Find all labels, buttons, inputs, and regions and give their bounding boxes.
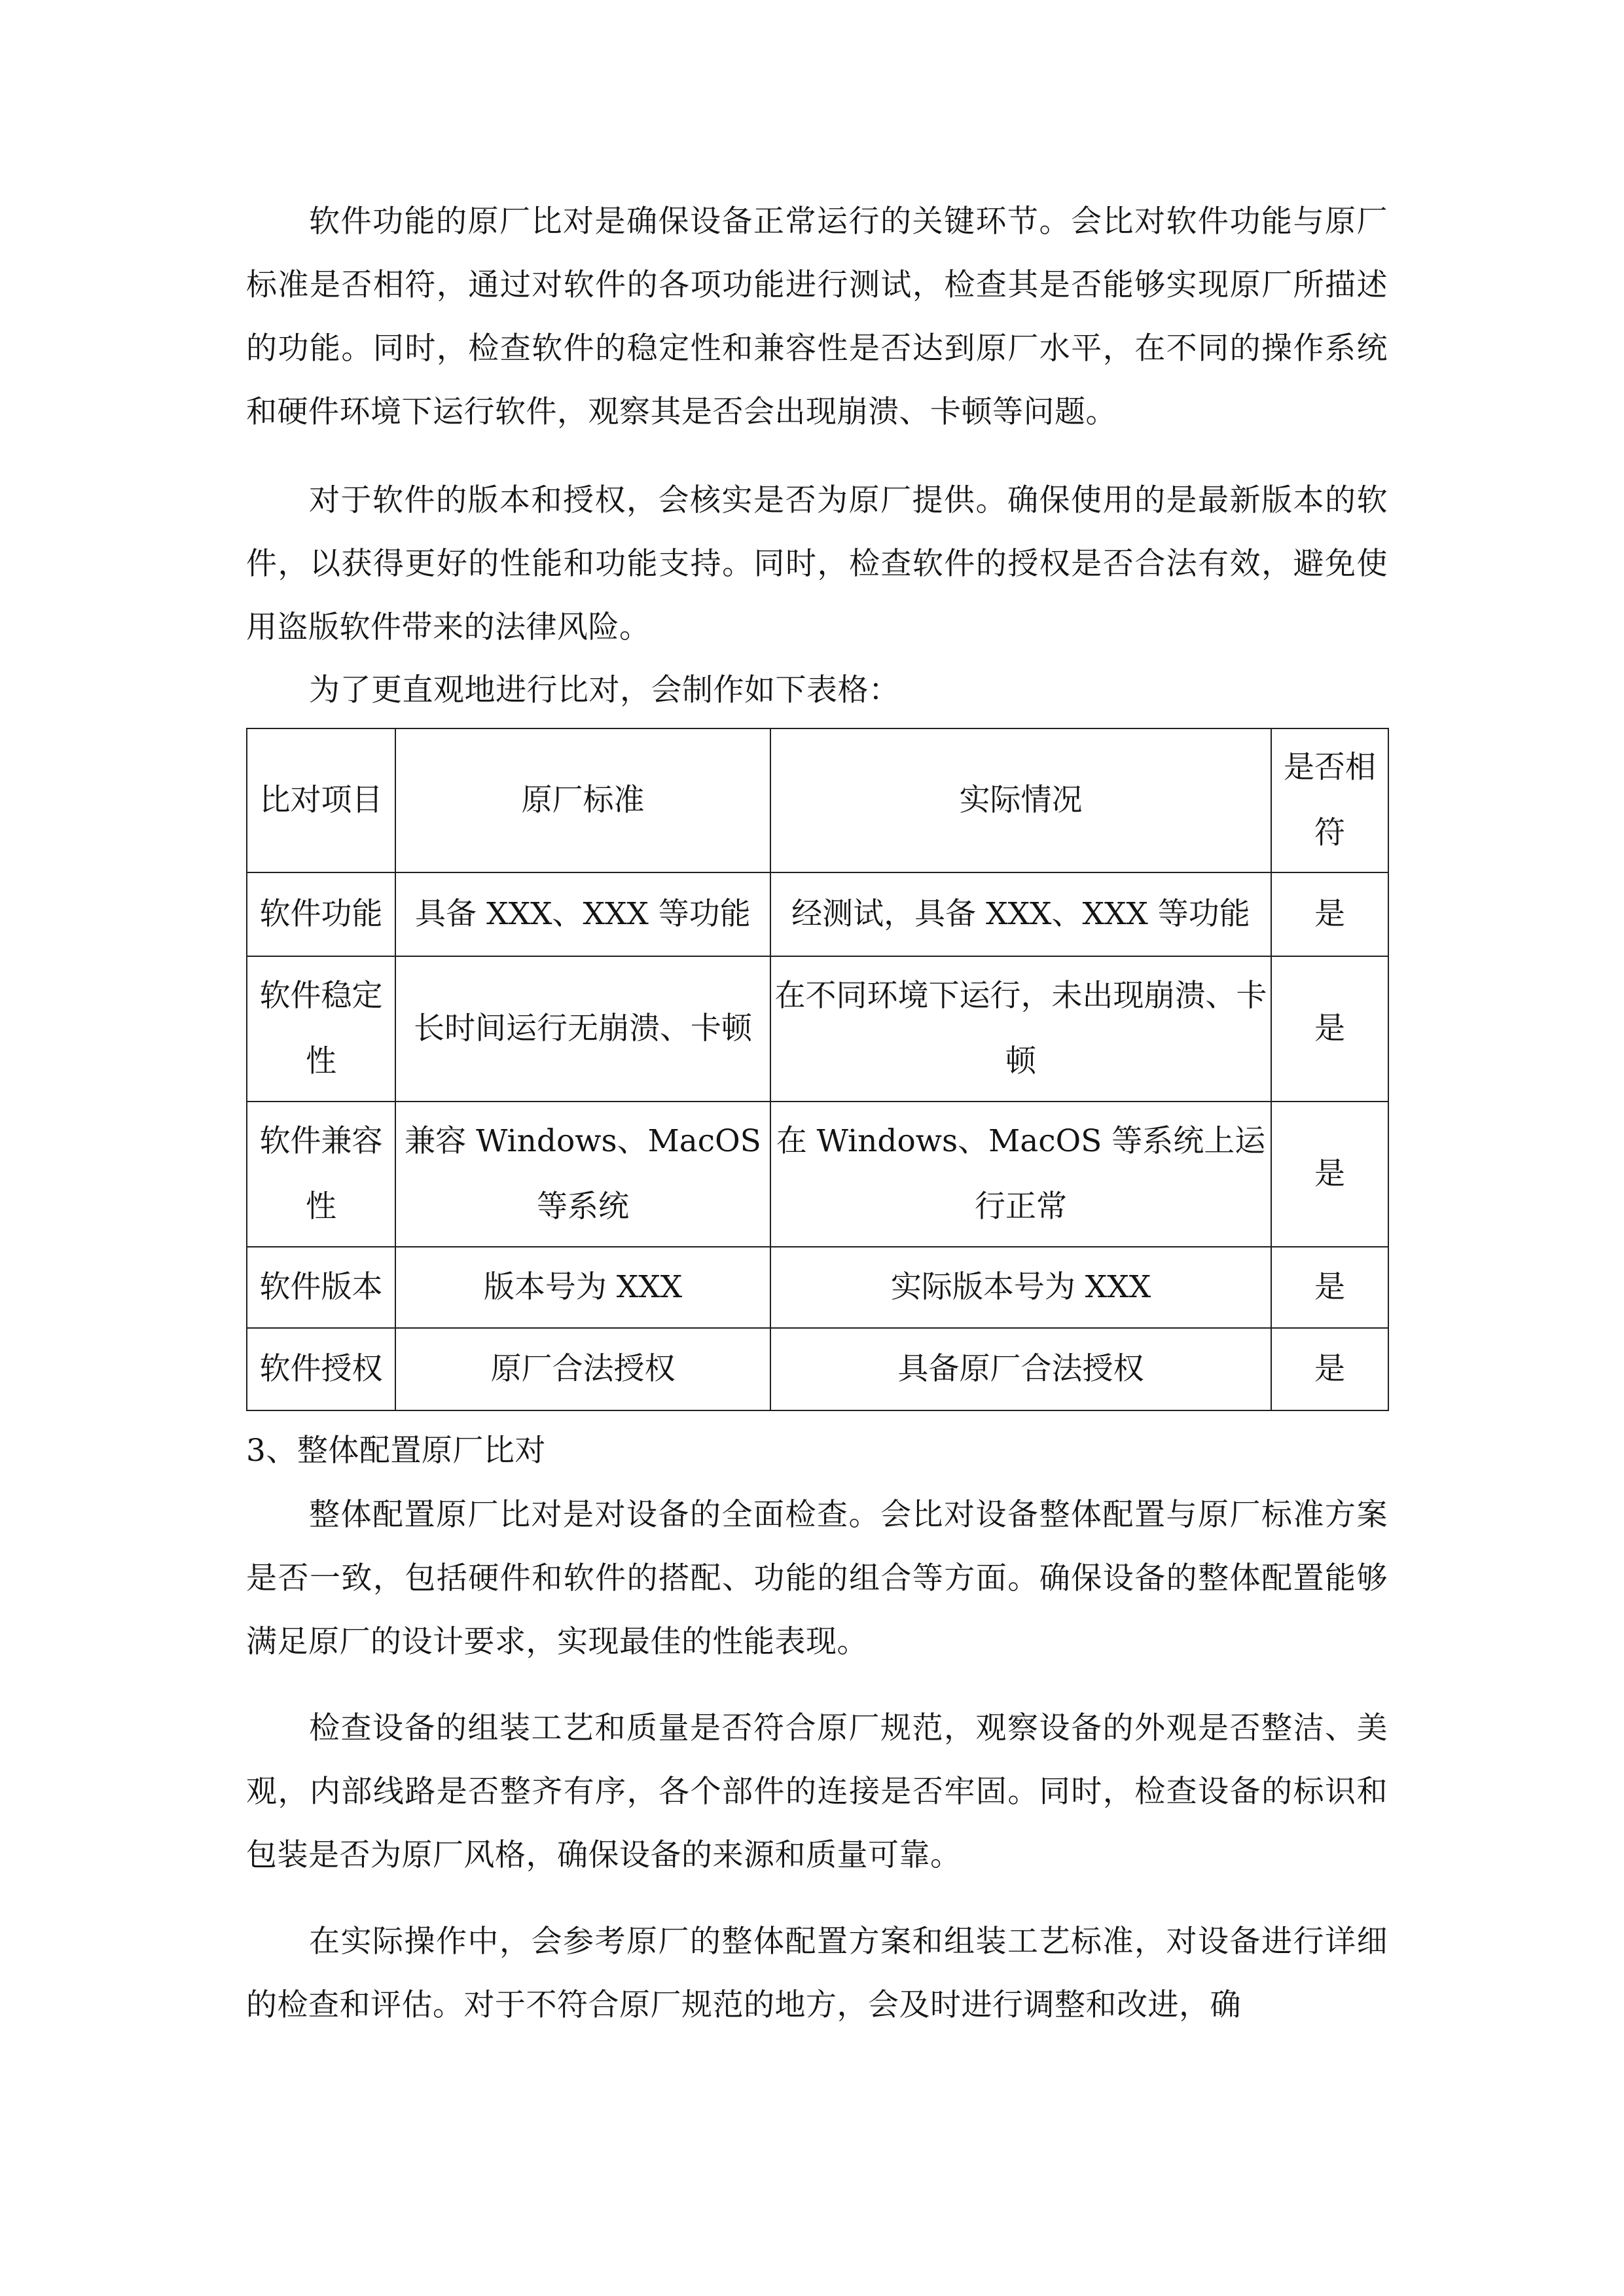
comparison-table [246,728,1389,1411]
table-row [247,956,1388,1102]
table-cell: 软件版本 [247,1247,395,1328]
table-header-row [247,728,1388,872]
table-cell: 经测试，具备 XXX、XXX 等功能 [770,872,1271,956]
paragraph-table-intro: 为了更直观地进行比对，会制作如下表格： [309,672,900,708]
table-cell: 是 [1271,1328,1388,1410]
table-cell: 原厂合法授权 [395,1328,770,1410]
paragraph-overall-config: 整体配置原厂比对是对设备的全面检查。会比对设备整体配置与原厂标准方案是否一致，包括硬件和软件的搭配、功能的组合等方面。确保设备的整体配置能够满足原厂的设计要求，实现最佳的性能表现。 [246,1497,1388,1660]
header-cell-match: 是否相符 [1271,728,1388,872]
table-row [247,1102,1388,1247]
table-cell: 在 Windows、MacOS 等系统上运行正常 [770,1102,1271,1247]
table-cell: 是 [1271,1247,1388,1328]
table-cell: 具备 XXX、XXX 等功能 [395,872,770,956]
table-cell: 在不同环境下运行，未出现崩溃、卡顿 [770,956,1271,1102]
table-cell: 软件功能 [247,872,395,956]
table-cell: 长时间运行无崩溃、卡顿 [395,956,770,1102]
table-cell: 具备原厂合法授权 [770,1328,1271,1410]
table-cell: 软件授权 [247,1328,395,1410]
paragraph-version-license: 对于软件的版本和授权，会核实是否为原厂提供。确保使用的是最新版本的软件，以获得更好的性能和功能支持。同时，检查软件的授权是否合法有效，避免使用盗版软件带来的法律风险。 [246,482,1388,645]
header-cell-standard: 原厂标准 [395,728,770,872]
header-cell-actual: 实际情况 [770,728,1271,872]
table-cell: 是 [1271,956,1388,1102]
table-cell: 版本号为 XXX [395,1247,770,1328]
paragraph-assembly-check: 检查设备的组装工艺和质量是否符合原厂规范，观察设备的外观是否整洁、美观，内部线路是否整齐有序，各个部件的连接是否牢固。同时，检查设备的标识和包装是否为原厂风格，确保设备的来源和质量可靠。 [246,1710,1388,1873]
table-row [247,1328,1388,1410]
table-cell: 兼容 Windows、MacOS 等系统 [395,1102,770,1247]
paragraph-actual-operation: 在实际操作中，会参考原厂的整体配置方案和组装工艺标准，对设备进行详细的检查和评估。对于不符合原厂规范的地方，会及时进行调整和改进，确 [246,1924,1388,2023]
table-cell: 软件兼容性 [247,1102,395,1247]
section-heading: 3、整体配置原厂比对 [246,1433,546,1469]
table-cell: 是 [1271,872,1388,956]
header-cell-item: 比对项目 [247,728,395,872]
table-cell: 实际版本号为 XXX [770,1247,1271,1328]
paragraph-software-function: 软件功能的原厂比对是确保设备正常运行的关键环节。会比对软件功能与原厂标准是否相符，通过对软件的各项功能进行测试，检查其是否能够实现原厂所描述的功能。同时，检查软件的稳定性和兼容性是否达到原厂水平，在不同的操作系统和硬件环境下运行软件，观察其是否会出现崩溃、卡顿等问题。 [246,204,1388,430]
document-page [246,0,1388,2296]
table-row [247,1247,1388,1328]
table-row [247,872,1388,956]
table-cell: 软件稳定性 [247,956,395,1102]
table-cell: 是 [1271,1102,1388,1247]
